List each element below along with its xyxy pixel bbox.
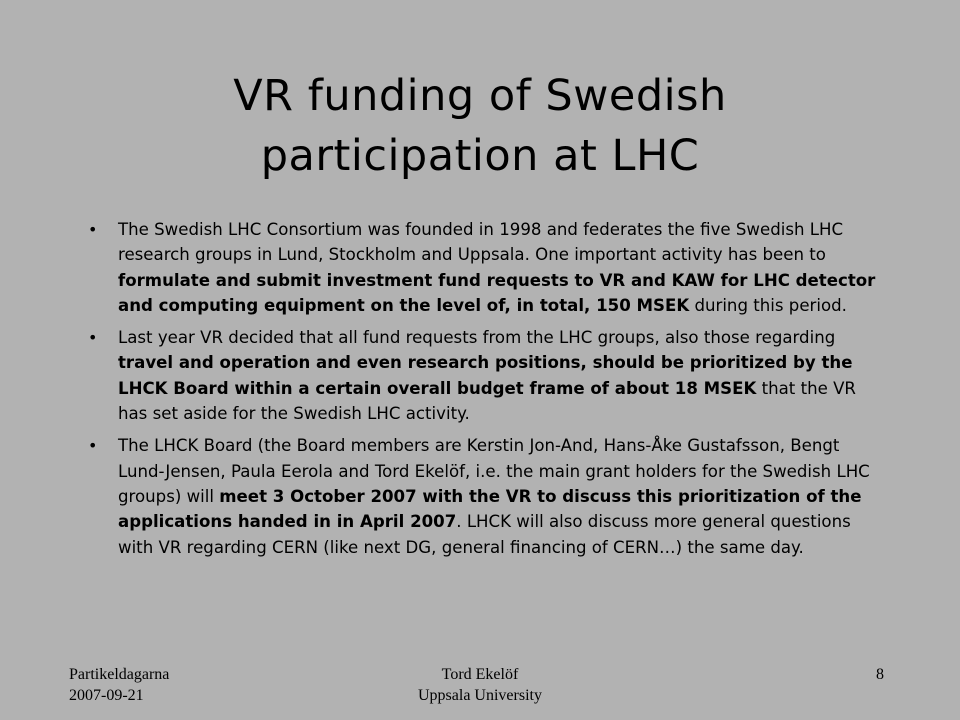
bullet-2-text-part-1: Last year VR decided that all fund requests from the LHC groups, also those regarding: [118, 328, 836, 348]
footer-event-name: Partikeldagarna: [69, 666, 170, 683]
bullet-1-text-part-3: during this period.: [689, 295, 847, 315]
bullet-1-bold-text: formulate and submit investment fund requests to VR and KAW for LHC detector and computing equipment on the level of, in total, 150 MSEK: [118, 270, 876, 315]
bullet-marker: •: [88, 436, 98, 456]
slide-title: [0, 66, 960, 186]
bullet-text: [118, 436, 870, 556]
bullet-1-text-part-1: The Swedish LHC Consortium was founded in 1998 and federates the five Swedish LHC research groups in Lund, Stockholm and Uppsala. One important activity has been to: [118, 220, 844, 265]
bullet-item-2: [88, 325, 888, 426]
bullet-3-bold-text: meet 3 October 2007 with the VR to discuss this prioritization of the applications handed in in April 2007: [118, 486, 862, 532]
bullet-item-3: [88, 433, 888, 559]
footer-date: 2007-09-21: [69, 687, 144, 704]
slide-title-line-2: participation at LHC: [260, 131, 700, 181]
bullet-2-text-part-3: that the VR has set aside for the Swedish LHC activity.: [118, 378, 856, 424]
bullet-marker: •: [88, 328, 98, 348]
bullet-3-text-part-1: The LHCK Board (the Board members are Kerstin Jon-And, Hans-Åke Gustafsson, Bengt Lund-Jensen, Paula Eerola and Tord Ekelöf, i.e. the main grant holders for the Swedish LHC groups) will: [118, 436, 870, 506]
footer-affiliation: Uppsala University: [418, 687, 542, 704]
bullet-3-text-part-3: . LHCK will also discuss more general questions with VR regarding CERN (like next DG, general financing of CERN…) the same day.: [118, 512, 851, 557]
bullet-marker: •: [88, 220, 98, 239]
bullet-text: [118, 328, 856, 423]
bullet-item-1: [88, 217, 888, 318]
bullet-list: [88, 217, 888, 567]
page-number: 8: [876, 666, 884, 683]
footer-event: [69, 664, 169, 706]
bullet-2-bold-text: travel and operation and even research positions, should be prioritized by the LHCK Board within a certain overall budget frame of about 18 MSEK: [118, 353, 853, 398]
bullet-text: [118, 220, 875, 315]
footer-author-name: Tord Ekelöf: [441, 666, 519, 683]
slide-title-line-1: VR funding of Swedish: [233, 71, 727, 121]
footer-author: [330, 664, 630, 706]
